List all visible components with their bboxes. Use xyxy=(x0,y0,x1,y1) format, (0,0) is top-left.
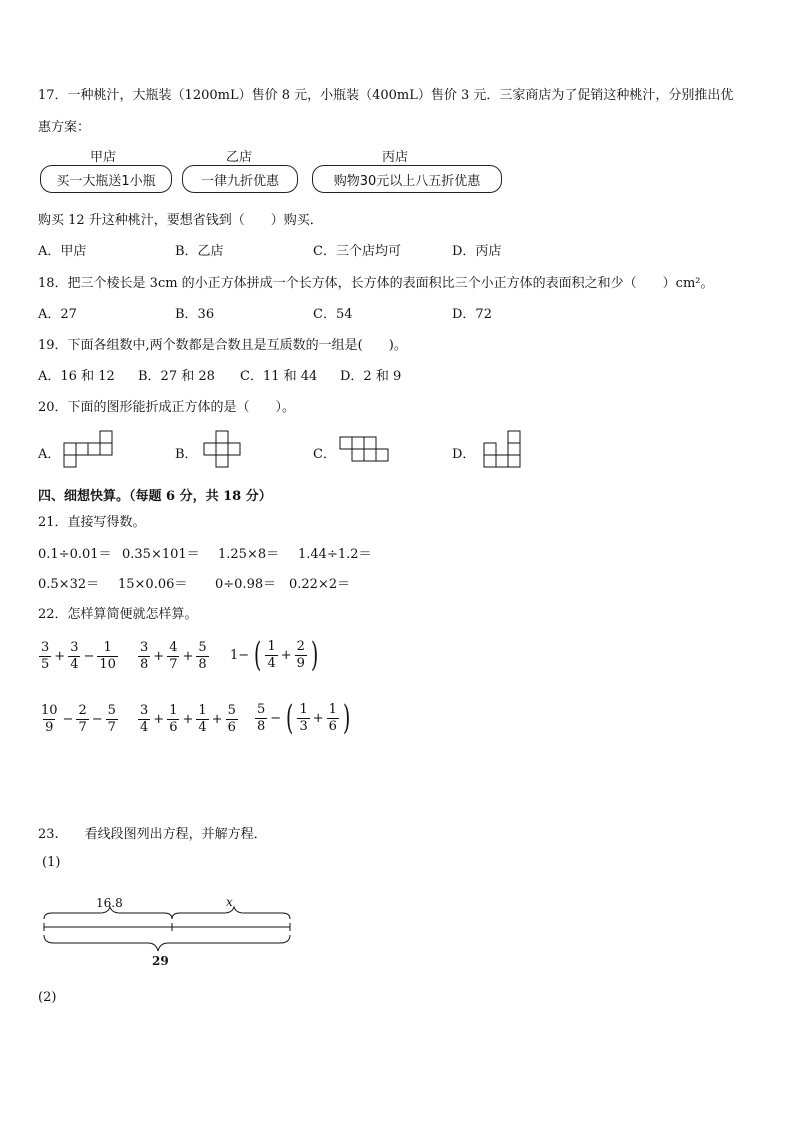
q21-title: 21．直接写得数。 xyxy=(38,515,146,530)
q21-item: 0.35×101＝ xyxy=(122,547,200,562)
q22-expr-1: $\frac{3}{5}$ + $\frac{3}{4}$ − $\frac{1}{10}$ xyxy=(41,640,116,672)
q17-option-a[interactable]: A．甲店 xyxy=(38,244,87,259)
q17-option-d[interactable]: D．丙店 xyxy=(452,244,502,259)
q18-option-b[interactable]: B．36 xyxy=(175,307,215,322)
q17-option-c[interactable]: C．三个店均可 xyxy=(313,244,401,259)
q20-question: 20．下面的图形能折成正方体的是（ ）。 xyxy=(38,400,296,415)
q18-option-c[interactable]: C．54 xyxy=(313,307,353,322)
q22-expr-3: 1− ( $\frac{1}{4}$ + $\frac{2}{9}$ ) xyxy=(230,635,319,675)
q17-question: 购买 12 升这种桃汁，要想省钱到（ ）购买． xyxy=(38,213,323,228)
diagram-right-label: x xyxy=(226,895,233,909)
line-segment-diagram xyxy=(40,905,300,957)
section-heading: 四、细想快算。（每题 6 分，共 18 分） xyxy=(38,489,272,504)
q20-option-a[interactable]: A． xyxy=(38,447,61,462)
q21-item: 0.1÷0.01＝ xyxy=(38,547,112,562)
q21-item: 15×0.06＝ xyxy=(118,577,188,592)
q21-item: 0.22×2＝ xyxy=(289,577,351,592)
diagram-total-label: 29 xyxy=(152,954,169,968)
q20-option-d[interactable]: D． xyxy=(452,447,476,462)
net-c-figure xyxy=(340,437,392,463)
net-b-figure xyxy=(204,431,244,471)
q19-option-a[interactable]: A．16 和 12 xyxy=(38,369,115,384)
q18-question: 18．把三个棱长是 3cm 的小正方体拼成一个长方体，长方体的表面积比三个小正方体的表面积之和少（ ）cm²。 xyxy=(38,276,714,291)
net-d-figure xyxy=(484,431,524,471)
q19-question: 19．下面各组数中,两个数都是合数且是互质数的一组是( )。 xyxy=(38,338,407,353)
shop-offer-yi: 一律九折优惠 xyxy=(182,165,298,193)
q19-option-b[interactable]: B．27 和 28 xyxy=(138,369,215,384)
q21-item: 1.44÷1.2＝ xyxy=(298,547,372,562)
q18-option-d[interactable]: D．72 xyxy=(452,307,492,322)
q22-expr-5: $\frac{3}{4}$ + $\frac{1}{6}$ + $\frac{1}{4}$ + $\frac{5}{6}$ xyxy=(140,703,236,735)
shop-name-bing: 丙店 xyxy=(382,150,409,165)
q21-item: 0÷0.98＝ xyxy=(215,577,277,592)
q17-option-b[interactable]: B．乙店 xyxy=(175,244,224,259)
q17-text-line2: 惠方案： xyxy=(38,120,91,135)
q22-expr-2: $\frac{3}{8}$ + $\frac{4}{7}$ + $\frac{5}{8}$ xyxy=(140,640,207,672)
q17-text-line1: 17．一种桃汁，大瓶装（1200mL）售价 8 元，小瓶装（400mL）售价 3 元．三家商店为了促销这种桃汁，分别推出优 xyxy=(38,88,734,103)
q22-expr-6: $\frac{5}{8}$ − ( $\frac{1}{3}$ + $\frac{1}{6}$ ) xyxy=(257,698,351,738)
diagram-left-label: 16.8 xyxy=(96,896,123,910)
q23-part1-label: (1) xyxy=(42,855,61,870)
q21-item: 0.5×32＝ xyxy=(38,577,100,592)
shop-name-yi: 乙店 xyxy=(226,150,253,165)
net-a-figure xyxy=(64,431,116,467)
q20-option-c[interactable]: C． xyxy=(313,447,336,462)
q21-item: 1.25×8＝ xyxy=(218,547,280,562)
q22-title: 22．怎样算简便就怎样算。 xyxy=(38,607,198,622)
brace-left xyxy=(44,907,172,919)
brace-right xyxy=(172,907,290,919)
shop-offer-bing: 购物30元以上八五折优惠 xyxy=(312,165,502,193)
shop-name-jia: 甲店 xyxy=(90,150,117,165)
q18-option-a[interactable]: A．27 xyxy=(38,307,77,322)
q22-expr-4: $\frac{10}{9}$ − $\frac{2}{7}$ − $\frac{5}{7}$ xyxy=(41,703,116,735)
shop-offer-jia: 买一大瓶送1小瓶 xyxy=(40,165,172,193)
q20-option-b[interactable]: B． xyxy=(175,447,198,462)
brace-total xyxy=(44,935,290,951)
q19-option-c[interactable]: C．11 和 44 xyxy=(240,369,318,384)
q23-part2-label: (2) xyxy=(38,990,57,1005)
q19-option-d[interactable]: D．2 和 9 xyxy=(340,369,402,384)
q23-title: 23. 看线段图列出方程，并解方程． xyxy=(38,827,267,842)
